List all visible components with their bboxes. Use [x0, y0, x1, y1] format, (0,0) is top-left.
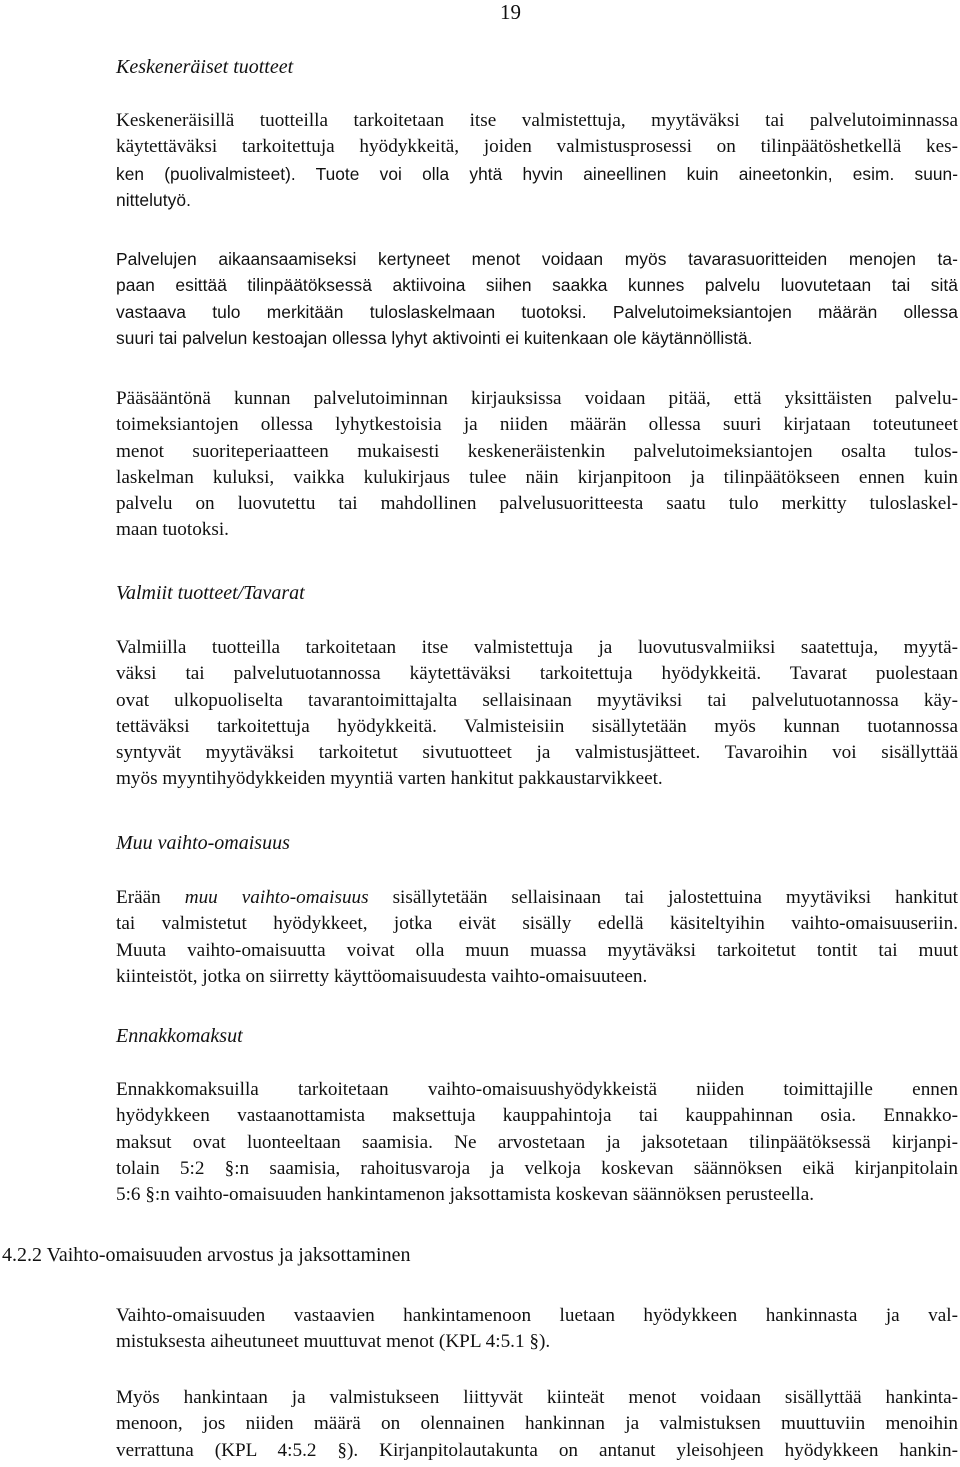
- text-line: syntyvät myytäväksi tarkoitetut sivutuotteet ja valmistusjätteet. Tavaroihin voi sisällyttää: [116, 742, 958, 764]
- text-line: Ennakkomaksuilla tarkoitetaan vaihto-omaisuushyödykkeistä niiden toimittajille ennen: [116, 1079, 958, 1100]
- paragraph-keskeneraiset: [116, 108, 958, 213]
- text-line: ken (puolivalmisteet). Tuote voi olla yhtä hyvin aineellinen kuin aineetonkin, esim. suun-: [116, 163, 958, 184]
- heading-text: Valmiit tuotteet/Tavarat: [116, 582, 305, 604]
- section-heading-4-2-2: 4.2.2 Vaihto-omaisuuden arvostus ja jaksottaminen: [2, 1244, 411, 1266]
- text-line: maan tuotoksi.: [116, 519, 229, 541]
- paragraph-eraan-muu-vaihto-omaisuus: [116, 885, 958, 990]
- text-line: paan esittää tilinpäätöksessä aktiivoina siihen saakka kunnes palvelu luovutetaan tai sitä: [116, 275, 958, 296]
- heading-text: Ennakkomaksut: [116, 1025, 243, 1047]
- heading-ennakkomaksut: [116, 1023, 243, 1049]
- text-run: Erään: [116, 887, 185, 908]
- text-line: väksi tai palvelutuotannossa käytettäväksi tarkoitettuja hyödykkeitä. Tavarat puolestaan: [116, 663, 958, 685]
- paragraph-vaihto-omaisuuden-vastaavien: [116, 1303, 958, 1356]
- text-line: mistuksesta aiheutuneet muuttuvat menot (KPL 4:5.1 §).: [116, 1331, 551, 1353]
- paragraph-myos-hankintaan: [116, 1385, 958, 1464]
- text-line: Palvelujen aikaansaamiseksi kertyneet menot voidaan myös tavarasuoritteiden menojen ta-: [116, 249, 958, 269]
- heading-keskeneraiset-tuotteet: [116, 54, 293, 80]
- heading-text: Muu vaihto-omaisuus: [116, 832, 290, 854]
- text-line: hyödykkeen vastaanottamista maksettuja kauppahintoja tai kauppahinnan osia. Ennakko-: [116, 1105, 958, 1127]
- text-line: Muuta vaihto-omaisuutta voivat olla muun muassa myytäväksi tarkoitetut tontit tai muut: [116, 939, 958, 961]
- text-line: nittelutyö.: [116, 189, 191, 210]
- page-number: 19: [500, 0, 521, 24]
- text-line: myös myyntihyödykkeiden myyntiä varten hankitut pakkaustarvikkeet.: [116, 768, 663, 790]
- text-line: menot suoriteperiaatteen mukaisesti keskeneräistenkin palvelutoimeksiantojen osalta tulos-: [116, 440, 958, 462]
- heading-valmiit-tuotteet: [116, 580, 305, 606]
- text-line: käytettäväksi tarkoitettuja hyödykkeitä, joiden valmistusprosessi on tilinpäätöshetkellä kes-: [116, 136, 958, 158]
- text-line: Keskeneräisillä tuotteilla tarkoitetaan itse valmistettuja, myytäväksi tai palvelutoiminnassa: [116, 110, 958, 131]
- text-line: maksut ovat luonteeltaan saamisia. Ne arvostetaan ja jaksotetaan tilinpäätöksessä kirjanpi-: [116, 1131, 958, 1153]
- text-line: tolain 5:2 §:n saamisia, rahoitusvaroja ja velkoja koskevan säännöksen eikä kirjanpitolain: [116, 1157, 958, 1179]
- text-line: palvelu on luovutettu tai mahdollinen palvelusuoritteesta saatu tulo merkitty tuloslaskel-: [116, 493, 958, 515]
- emphasis-text: muu vaihto-omaisuus: [184, 887, 369, 908]
- text-line: kiinteistöt, jotka on siirretty käyttöomaisuudesta vaihto-omaisuuteen.: [116, 965, 648, 987]
- text-run: sisällytetään sellaisinaan tai jalostettuina myytäviksi hankitut: [368, 887, 958, 908]
- text-line: 5:6 §:n vaihto-omaisuuden hankintamenon jaksottamista koskevan säännöksen perusteella.: [116, 1184, 815, 1206]
- text-line: suuri tai palvelun kestoajan ollessa lyhyt aktivointi ei kuitenkaan ole käytännöllistä.: [116, 327, 753, 348]
- text-line: toimeksiantojen ollessa lyhytkestoisia ja niiden määrän ollessa suuri kirjataan toteutuneet: [116, 414, 958, 436]
- paragraph-palvelujen-aikaansaamiseksi: [116, 246, 958, 351]
- paragraph-paasaantona: [116, 386, 958, 544]
- text-line: laskelman kuluksi, vaikka kulukirjaus tulee näin kirjanpitoon ja tilinpäätökseen ennen kuin: [116, 466, 958, 488]
- text-line: [116, 885, 958, 911]
- text-line: tettäväksi tarkoitettuja hyödykkeitä. Valmisteisiin sisällytetään myös kunnan tuotannossa: [116, 715, 958, 737]
- text-line: Myös hankintaan ja valmistukseen liittyvät kiinteät menot voidaan sisällyttää hankinta-: [116, 1387, 958, 1408]
- heading-muu-vaihto-omaisuus: [116, 830, 290, 856]
- text-line: tai valmistetut hyödykkeet, jotka eivät sisälly edellä käsiteltyihin vaihto-omaisuuseriin.: [116, 913, 958, 935]
- text-line: menoon, jos niiden määrä on olennainen hankinnan ja valmistuksen muuttuviin menoihin: [116, 1413, 958, 1435]
- text-line: Valmiilla tuotteilla tarkoitetaan itse valmistettuja ja luovutusvalmiiksi saatettuja, myytä-: [116, 637, 958, 658]
- heading-text: Keskeneräiset tuotteet: [116, 56, 294, 78]
- text-line: verrattuna (KPL 4:5.2 §). Kirjanpitolautakunta on antanut yleisohjeen hyödykkeen hankin-: [116, 1439, 958, 1461]
- paragraph-ennakkomaksuilla: [116, 1077, 958, 1208]
- text-line: vastaava tulo merkitään tuloslaskelmaan tuotoksi. Palvelutoimeksiantojen määrän ollessa: [116, 301, 958, 322]
- text-line: Vaihto-omaisuuden vastaavien hankintamenoon luetaan hyödykkeen hankinnasta ja val-: [116, 1305, 958, 1326]
- text-line: ovat ulkopuoliselta tavarantoimittajalta sellaisinaan myytäviksi tai palvelutuotannossa käy-: [116, 689, 958, 711]
- text-line: Pääsääntönä kunnan palvelutoiminnan kirjauksissa voidaan pitää, että yksittäisten palvelu-: [116, 388, 958, 409]
- paragraph-valmiilla-tuotteilla: [116, 635, 958, 793]
